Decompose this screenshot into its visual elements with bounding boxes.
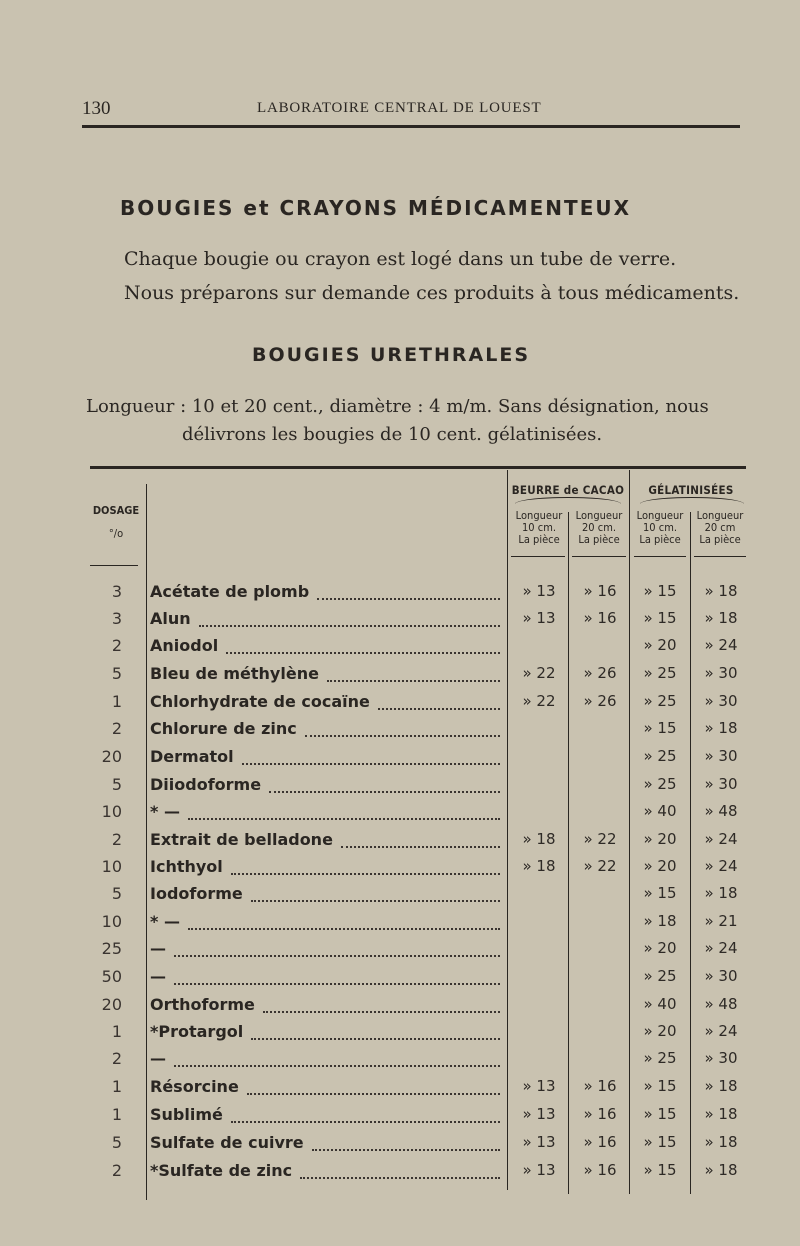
leader-dots (251, 1028, 500, 1040)
price-gelat-10: » 15 (643, 1077, 677, 1095)
row-dosage: 20 (101, 995, 122, 1014)
leader-dots (269, 781, 500, 793)
page-number: 130 (82, 98, 111, 119)
subsection-title: BOUGIES URETHRALES (252, 344, 531, 366)
row-dosage: 5 (111, 775, 122, 794)
leader-dots (174, 945, 500, 957)
price-gelat-20: » 48 (704, 995, 738, 1013)
specification-line-1: Longueur : 10 et 20 cent., diamètre : 4 m/m. Sans désignation, nous (86, 396, 709, 417)
price-beurre-10: » 13 (522, 1105, 556, 1123)
price-gelat-10: » 20 (643, 830, 677, 848)
price-beurre-10: » 22 (522, 692, 556, 710)
price-beurre-20: » 16 (583, 609, 617, 627)
price-gelat-20: » 30 (704, 747, 738, 765)
col-header-text: Longueur (636, 509, 684, 522)
table-row (0, 582, 800, 609)
price-gelat-10: » 25 (643, 1049, 677, 1067)
price-gelat-20: » 30 (704, 692, 738, 710)
row-dosage: 2 (111, 1161, 122, 1180)
col-header-text: 10 cm. (643, 521, 677, 534)
table-row (0, 1049, 800, 1076)
leader-dots (317, 588, 500, 600)
row-dosage: 5 (111, 664, 122, 683)
row-product-name: *Protargol (150, 1022, 244, 1041)
price-gelat-20: » 21 (704, 912, 738, 930)
table-row (0, 939, 800, 966)
dosage-header-rule (90, 565, 138, 566)
row-product-name: Chlorure de zinc (150, 719, 297, 738)
row-dosage: 2 (111, 1049, 122, 1068)
row-dosage: 10 (101, 802, 122, 821)
price-gelat-10: » 40 (643, 995, 677, 1013)
row-product-name: Sulfate de cuivre (150, 1133, 304, 1152)
table-row (0, 830, 800, 857)
price-beurre-20: » 16 (583, 582, 617, 600)
price-gelat-10: » 25 (643, 664, 677, 682)
row-product-name: — (150, 1049, 166, 1068)
col-header-text: La pièce (578, 533, 620, 546)
table-row (0, 1133, 800, 1160)
row-product-name: * — (150, 912, 180, 931)
table-row (0, 1161, 800, 1188)
row-dosage: 1 (111, 1077, 122, 1096)
running-title: LABORATOIRE CENTRAL DE LOUEST (257, 100, 542, 116)
table-row (0, 719, 800, 746)
price-gelat-10: » 25 (643, 692, 677, 710)
col-rule (634, 556, 686, 557)
row-product-name: Dermatol (150, 747, 234, 766)
price-beurre-10: » 18 (522, 857, 556, 875)
col-header-text: Longueur (696, 509, 744, 522)
row-dosage: 3 (111, 609, 122, 628)
col-rule (572, 556, 626, 557)
row-dosage: 1 (111, 692, 122, 711)
table-row (0, 995, 800, 1022)
price-gelat-10: » 15 (643, 582, 677, 600)
price-gelat-10: » 25 (643, 747, 677, 765)
price-gelat-20: » 24 (704, 1022, 738, 1040)
price-beurre-10: » 13 (522, 609, 556, 627)
price-gelat-10: » 20 (643, 939, 677, 957)
price-gelat-20: » 30 (704, 1049, 738, 1067)
table-row (0, 912, 800, 939)
price-gelat-20: » 18 (704, 884, 738, 902)
price-gelat-10: » 15 (643, 609, 677, 627)
col-header-text: La pièce (699, 533, 741, 546)
brace-beurre (515, 497, 621, 504)
leader-dots (199, 615, 500, 627)
leader-dots (188, 808, 500, 820)
row-product-name: * — (150, 802, 180, 821)
row-dosage: 2 (111, 636, 122, 655)
price-gelat-10: » 15 (643, 1133, 677, 1151)
table-row (0, 967, 800, 994)
col-header-gelat-10 (630, 510, 690, 546)
price-beurre-20: » 16 (583, 1105, 617, 1123)
price-beurre-20: » 22 (583, 830, 617, 848)
row-product-name: *Sulfate de zinc (150, 1161, 293, 1180)
price-gelat-10: » 15 (643, 884, 677, 902)
page-header (82, 98, 742, 128)
row-product-name: Résorcine (150, 1077, 239, 1096)
table-row (0, 636, 800, 663)
price-beurre-20: » 16 (583, 1077, 617, 1095)
row-product-name: Extrait de belladone (150, 830, 333, 849)
price-beurre-20: » 22 (583, 857, 617, 875)
table-row (0, 609, 800, 636)
leader-dots (231, 863, 500, 875)
intro-line-1: Chaque bougie ou crayon est logé dans un tube de verre. (124, 248, 677, 270)
leader-dots (378, 698, 500, 710)
price-gelat-10: » 20 (643, 1022, 677, 1040)
leader-dots (312, 1139, 500, 1151)
row-product-name: — (150, 967, 166, 986)
row-product-name: Orthoforme (150, 995, 255, 1014)
table-row (0, 802, 800, 829)
price-gelat-10: » 40 (643, 802, 677, 820)
row-dosage: 50 (101, 967, 122, 986)
price-beurre-20: » 26 (583, 664, 617, 682)
intro-line-2: Nous préparons sur demande ces produits à tous médicaments. (124, 282, 740, 304)
row-dosage: 25 (101, 939, 122, 958)
price-gelat-20: » 18 (704, 1161, 738, 1179)
price-gelat-20: » 48 (704, 802, 738, 820)
price-gelat-20: » 18 (704, 609, 738, 627)
price-beurre-10: » 18 (522, 830, 556, 848)
section-title: BOUGIES et CRAYONS MÉDICAMENTEUX (120, 196, 632, 220)
leader-dots (305, 725, 500, 737)
leader-dots (341, 836, 500, 848)
row-dosage: 5 (111, 1133, 122, 1152)
table-row (0, 692, 800, 719)
col-header-text: 20 cm. (582, 521, 616, 534)
col-header-text: La pièce (518, 533, 560, 546)
price-gelat-10: » 15 (643, 1105, 677, 1123)
row-product-name: Aniodol (150, 636, 219, 655)
row-dosage: 1 (111, 1022, 122, 1041)
price-beurre-10: » 13 (522, 1133, 556, 1151)
table-row (0, 884, 800, 911)
price-gelat-10: » 25 (643, 967, 677, 985)
table-row (0, 775, 800, 802)
leader-dots (327, 670, 500, 682)
leader-dots (263, 1001, 500, 1013)
leader-dots (251, 890, 500, 902)
price-gelat-20: » 24 (704, 830, 738, 848)
row-dosage: 2 (111, 719, 122, 738)
specification-line-2: délivrons les bougies de 10 cent. gélatinisées. (182, 424, 603, 445)
col-header-gelat-20 (690, 510, 750, 546)
group-header-gelatinisees: GÉLATINISÉES (648, 483, 734, 497)
price-beurre-10: » 13 (522, 1161, 556, 1179)
row-product-name: Alun (150, 609, 191, 628)
price-gelat-20: » 30 (704, 664, 738, 682)
price-gelat-10: » 15 (643, 719, 677, 737)
price-gelat-20: » 18 (704, 719, 738, 737)
price-gelat-20: » 24 (704, 636, 738, 654)
price-beurre-20: » 16 (583, 1161, 617, 1179)
price-gelat-10: » 20 (643, 857, 677, 875)
col-header-text: 20 cm (704, 521, 736, 534)
price-gelat-20: » 18 (704, 1133, 738, 1151)
row-product-name: Chlorhydrate de cocaïne (150, 692, 370, 711)
leader-dots (231, 1111, 500, 1123)
leader-dots (226, 642, 500, 654)
col-rule (511, 556, 565, 557)
row-product-name: Diiodoforme (150, 775, 262, 794)
leader-dots (300, 1167, 500, 1179)
price-beurre-10: » 22 (522, 664, 556, 682)
table-row (0, 1022, 800, 1049)
table-top-rule (90, 466, 746, 469)
dosage-header: DOSAGE (92, 504, 140, 517)
row-product-name: Acétate de plomb (150, 582, 310, 601)
row-dosage: 20 (101, 747, 122, 766)
price-gelat-10: » 20 (643, 636, 677, 654)
leader-dots (242, 753, 500, 765)
row-product-name: Iodoforme (150, 884, 243, 903)
table-row (0, 1077, 800, 1104)
price-gelat-20: » 24 (704, 857, 738, 875)
price-beurre-10: » 13 (522, 1077, 556, 1095)
table-row (0, 1105, 800, 1132)
table-row (0, 857, 800, 884)
row-dosage: 5 (111, 884, 122, 903)
price-gelat-10: » 25 (643, 775, 677, 793)
price-beurre-20: » 26 (583, 692, 617, 710)
row-product-name: — (150, 939, 166, 958)
leader-dots (174, 973, 500, 985)
col-header-beurre-10 (509, 510, 569, 546)
col-header-text: 10 cm. (522, 521, 556, 534)
row-product-name: Sublimé (150, 1105, 223, 1124)
price-beurre-20: » 16 (583, 1133, 617, 1151)
price-gelat-20: » 18 (704, 1077, 738, 1095)
price-gelat-10: » 18 (643, 912, 677, 930)
table-row (0, 664, 800, 691)
row-dosage: 3 (111, 582, 122, 601)
row-dosage: 10 (101, 912, 122, 931)
table-row (0, 747, 800, 774)
leader-dots (247, 1083, 500, 1095)
price-gelat-10: » 15 (643, 1161, 677, 1179)
col-header-text: La pièce (639, 533, 681, 546)
col-rule (694, 556, 746, 557)
price-gelat-20: » 18 (704, 1105, 738, 1123)
col-header-text: Longueur (575, 509, 623, 522)
leader-dots (188, 918, 500, 930)
header-rule (82, 125, 740, 128)
price-gelat-20: » 24 (704, 939, 738, 957)
row-dosage: 10 (101, 857, 122, 876)
col-header-beurre-20 (569, 510, 629, 546)
price-gelat-20: » 30 (704, 967, 738, 985)
dosage-unit: °/o (108, 527, 124, 540)
row-product-name: Bleu de méthylène (150, 664, 319, 683)
group-header-beurre: BEURRE de CACAO (511, 483, 625, 497)
leader-dots (174, 1055, 500, 1067)
row-dosage: 1 (111, 1105, 122, 1124)
price-gelat-20: » 18 (704, 582, 738, 600)
price-beurre-10: » 13 (522, 582, 556, 600)
brace-gelatinisees (640, 497, 744, 504)
row-dosage: 2 (111, 830, 122, 849)
price-gelat-20: » 30 (704, 775, 738, 793)
row-product-name: Ichthyol (150, 857, 223, 876)
col-header-text: Longueur (515, 509, 563, 522)
